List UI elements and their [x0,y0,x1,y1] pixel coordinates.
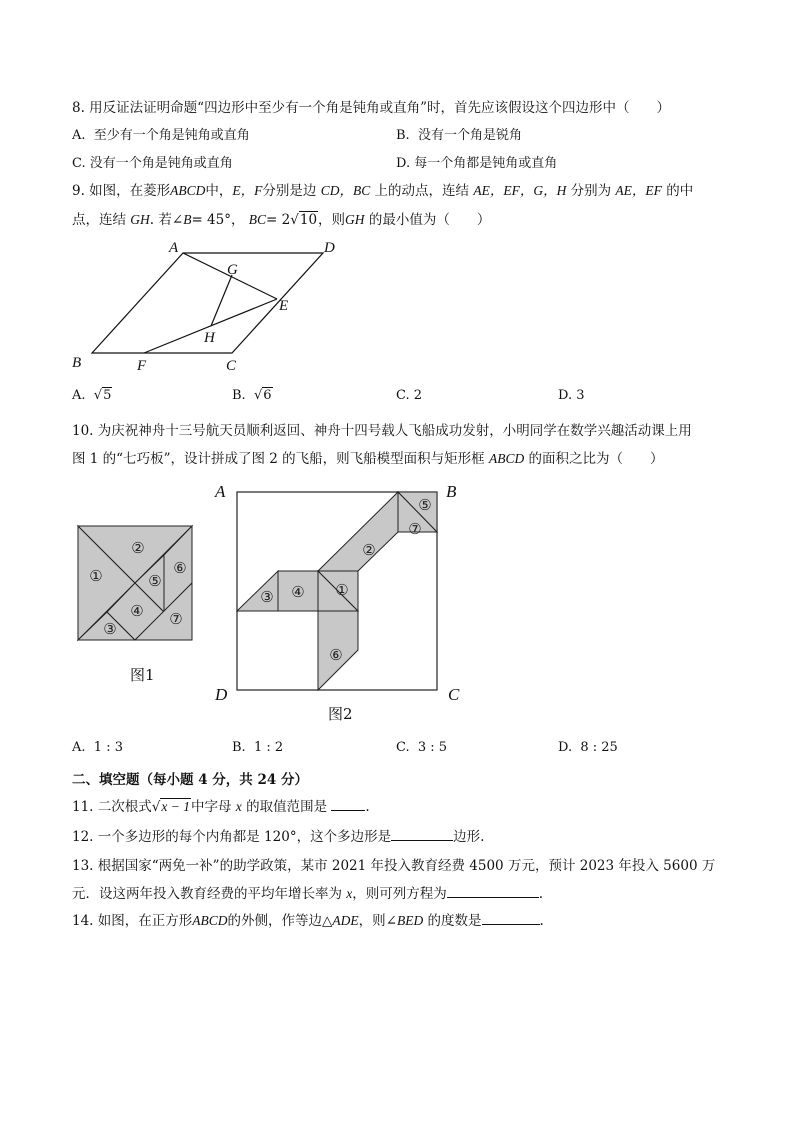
q10-stem-line1: 10. 为庆祝神舟十三号航天员顺利返回、神舟十四号载人飞船成功发射，小明同学在数学兴趣活动课上用 [72,423,692,439]
q14-answer-blank[interactable] [482,912,540,925]
spaceship-figure-2 [212,482,472,707]
label-a: A [169,240,179,256]
tangram-figure-1 [70,518,200,648]
fig2-label-7: ⑦ [408,522,422,538]
label-g: G [227,262,238,278]
fig2-label-4: ④ [291,585,305,601]
q10-option-c: C. 3 : 5 [396,740,448,755]
q8-stem: 8. 用反证法证明命题“四边形中至少有一个角是钝角或直角”时，首先应该假设这个四边形中（ ） [72,100,670,116]
q11-stem: 11. 二次根式√x − 1中字母 x 的取值范围是 . [72,799,370,815]
section-2-title: 二、填空题（每小题 4 分，共 24 分） [72,772,308,788]
sqrt-10: √10 [290,212,318,228]
q10-option-b: B. 1 : 2 [232,740,284,755]
rhombus-figure [62,236,352,376]
fig2-corner-a: A [215,482,226,501]
q10-option-a: A. 1 : 3 [72,740,123,755]
q9-stem-line1: 9. 如图，在菱形ABCD中，E，F分别是边 CD，BC 上的动点，连结 AE，EF，G，H 分别为 AE，EF 的中 [72,183,694,199]
q13-answer-blank[interactable] [447,885,539,898]
q14-stem: 14. 如图，在正方形ABCD的外侧，作等边△ADE，则∠BED 的度数是 . [72,913,544,929]
fig2-corner-c: C [448,685,460,704]
fig2-label-3: ③ [260,590,274,606]
fig2-label-1: ① [335,583,349,599]
label-c: C [226,358,237,374]
q10-option-d: D. 8 : 25 [558,740,618,755]
q9-option-a: A. √5 [72,388,112,403]
label-h: H [204,330,215,346]
label-d: D [324,240,335,256]
label-b: B [72,355,82,371]
label-e: E [279,298,289,314]
sqrt-x-minus-1: √x − 1 [151,799,190,815]
q9-stem-line2: 点，连结 GH. 若∠B= 45°， BC= 2√10，则GH 的最小值为（ ） [72,212,491,228]
fig1-label-3: ③ [103,622,117,638]
fig1-label-4: ④ [130,604,144,620]
fig1-label-5: ⑤ [148,574,162,590]
q8-option-a: A. 至少有一个角是钝角或直角 [72,128,250,143]
label-f: F [137,358,147,374]
fig1-label-7: ⑦ [169,612,183,628]
q13-stem-line1: 13. 根据国家“两免一补”的助学政策，某市 2021 年投入教育经费 4500 万元，预计 2023 年投入 5600 万 [72,858,716,874]
q12-answer-blank[interactable] [391,828,453,841]
q12-stem: 12. 一个多边形的每个内角都是 120°，这个多边形是 边形. [72,829,485,845]
spaceship-piece-2 [318,492,398,571]
q8-option-c: C. 没有一个角是钝角或直角 [72,156,233,171]
fig2-corner-b: B [446,482,457,501]
q13-stem-line2: 元．设这两年投入教育经费的平均年增长率为 x，则可列方程为 . [72,886,544,902]
fig1-label-2: ② [131,541,145,557]
fig2-corner-d: D [215,685,228,704]
fig1-label-6: ⑥ [173,561,187,577]
q9-option-b: B. √6 [232,388,272,403]
q11-answer-blank[interactable] [331,798,365,811]
q8-option-d: D. 每一个角都是钝角或直角 [396,156,558,171]
fig2-caption: 图2 [328,705,353,723]
q9-option-c: C. 2 [396,388,423,403]
fig2-label-5: ⑤ [418,498,432,514]
fig2-label-2: ② [362,543,376,559]
fig1-label-1: ① [89,569,103,585]
q10-stem-line2: 图 1 的“七巧板”，设计拼成了图 2 的飞船，则飞船模型面积与矩形框 ABCD 的面积之比为（ ） [72,451,664,467]
q8-option-b: B. 没有一个角是锐角 [396,128,522,143]
fig2-label-6: ⑥ [329,648,343,664]
fig1-caption: 图1 [130,666,155,684]
q9-option-d: D. 3 [558,388,585,403]
